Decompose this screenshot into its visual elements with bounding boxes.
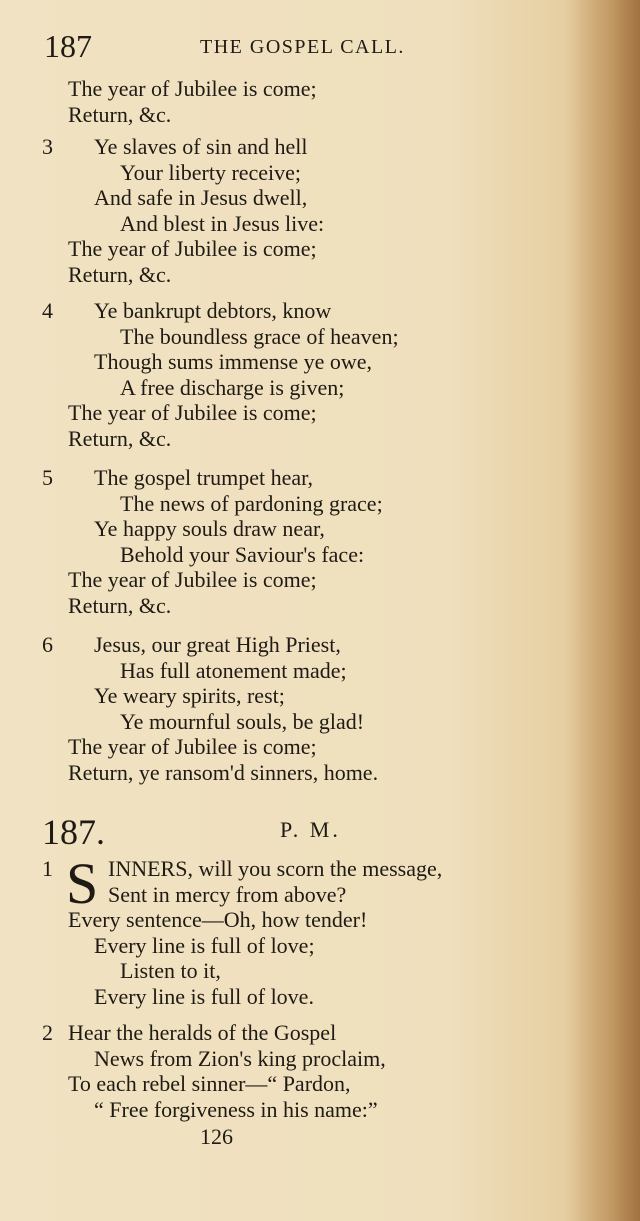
verse-line: News from Zion's king proclaim,	[94, 1045, 386, 1071]
verse-line: Return, &c.	[68, 592, 172, 618]
stanza-number: 6	[42, 632, 53, 657]
stanza-number: 3	[42, 134, 53, 159]
verse-line: The year of Jubilee is come;	[68, 734, 317, 759]
verse-line-row	[0, 907, 600, 933]
verse-line: Ye bankrupt debtors, know	[94, 298, 332, 323]
verse-line: Behold your Saviour's face:	[120, 541, 365, 567]
verse-line-row	[0, 593, 600, 619]
verse-line-row	[0, 856, 600, 882]
verse-line-row	[0, 375, 600, 401]
verse-line: And safe in Jesus dwell,	[94, 185, 308, 210]
verse-line: Your liberty receive;	[120, 159, 302, 185]
stanza	[0, 1020, 600, 1122]
verse-line-row	[0, 933, 600, 959]
verse-line: Listen to it,	[120, 958, 221, 983]
hymn-number: 187.	[42, 812, 105, 852]
verse-line: To each rebel sinner—“ Pardon,	[68, 1071, 351, 1096]
verse-line: Return, &c.	[68, 425, 172, 451]
verse-line-row	[0, 491, 600, 517]
running-title: THE GOSPEL CALL.	[200, 36, 405, 58]
stanza	[0, 298, 600, 451]
verse-line-row	[0, 882, 600, 908]
verse-line: Hear the heralds of the Gospel	[68, 1020, 337, 1045]
verse-line: And blest in Jesus live:	[120, 210, 325, 236]
verse-line-row	[0, 984, 600, 1010]
verse-line: The year of Jubilee is come;	[68, 567, 317, 592]
verse-line: Jesus, our great High Priest,	[94, 632, 341, 657]
hymn-meter: P. M.	[280, 817, 341, 842]
stanza-number: 1	[42, 856, 53, 881]
verse-line: The year of Jubilee is come;	[68, 76, 317, 101]
verse-line: Ye slaves of sin and hell	[94, 134, 308, 159]
verse-line-row	[0, 236, 600, 262]
verse-line-row	[0, 134, 600, 160]
verse-line-row	[0, 734, 600, 760]
verse-line: Every line is full of love;	[94, 932, 315, 958]
verse-line: The boundless grace of heaven;	[120, 323, 399, 349]
verse-line-row	[0, 542, 600, 568]
verse-line: Return, &c.	[68, 261, 172, 287]
verse-line: INNERS, will you scorn the message,	[108, 856, 443, 881]
verse-line-row	[0, 1071, 600, 1097]
stanza	[0, 851, 600, 1009]
page-number: 126	[200, 1124, 233, 1149]
verse-line-row	[0, 465, 600, 491]
verse-line-row	[0, 632, 600, 658]
verse-line-row	[0, 567, 600, 593]
verse-line-row	[0, 324, 600, 350]
verse-line-row	[0, 1020, 600, 1046]
header-hymn-number: 187	[44, 28, 92, 64]
verse-line-row	[0, 683, 600, 709]
verse-line-row	[0, 298, 600, 324]
verse-line-row	[0, 102, 600, 128]
verse-line: Ye weary spirits, rest;	[94, 683, 285, 708]
verse-line-row	[0, 262, 600, 288]
stanza-number: 5	[42, 465, 53, 490]
verse-line: Ye happy souls draw near,	[94, 516, 325, 541]
verse-line: Return, &c.	[68, 101, 172, 127]
drop-cap: S	[66, 851, 99, 916]
stanza	[0, 76, 600, 127]
verse-line-row	[0, 349, 600, 375]
verse-line: Every line is full of love.	[94, 983, 314, 1009]
verse-line-row	[0, 160, 600, 186]
verse-line-row	[0, 760, 600, 786]
verse-line: Every sentence—Oh, how tender!	[68, 907, 368, 932]
verse-line: Though sums immense ye owe,	[94, 349, 373, 374]
stanza-number: 4	[42, 298, 53, 323]
verse-line-row	[0, 1097, 600, 1123]
verse-line-row	[0, 658, 600, 684]
stanza	[0, 632, 600, 785]
verse-line: A free discharge is given;	[120, 374, 345, 400]
verse-line: Sent in mercy from above?	[108, 881, 347, 907]
stanza	[0, 134, 600, 287]
stanza-number: 2	[42, 1020, 53, 1045]
verse-line-row	[0, 400, 600, 426]
verse-line: “ Free forgiveness in his name:”	[94, 1096, 378, 1122]
stanza	[0, 465, 600, 618]
verse-line-row	[0, 958, 600, 984]
verse-line: The year of Jubilee is come;	[68, 400, 317, 425]
verse-line-row	[0, 211, 600, 237]
verse-line-row	[0, 1046, 600, 1072]
verse-line-row	[0, 516, 600, 542]
verse-line: Return, ye ransom'd sinners, home.	[68, 759, 379, 785]
verse-line: The year of Jubilee is come;	[68, 236, 317, 261]
verse-line: Ye mournful souls, be glad!	[120, 708, 365, 734]
verse-line: Has full atonement made;	[120, 657, 347, 683]
verse-line-row	[0, 76, 600, 102]
verse-line: The gospel trumpet hear,	[94, 465, 314, 490]
verse-line-row	[0, 426, 600, 452]
verse-line: The news of pardoning grace;	[120, 490, 383, 516]
verse-line-row	[0, 709, 600, 735]
verse-line-row	[0, 185, 600, 211]
